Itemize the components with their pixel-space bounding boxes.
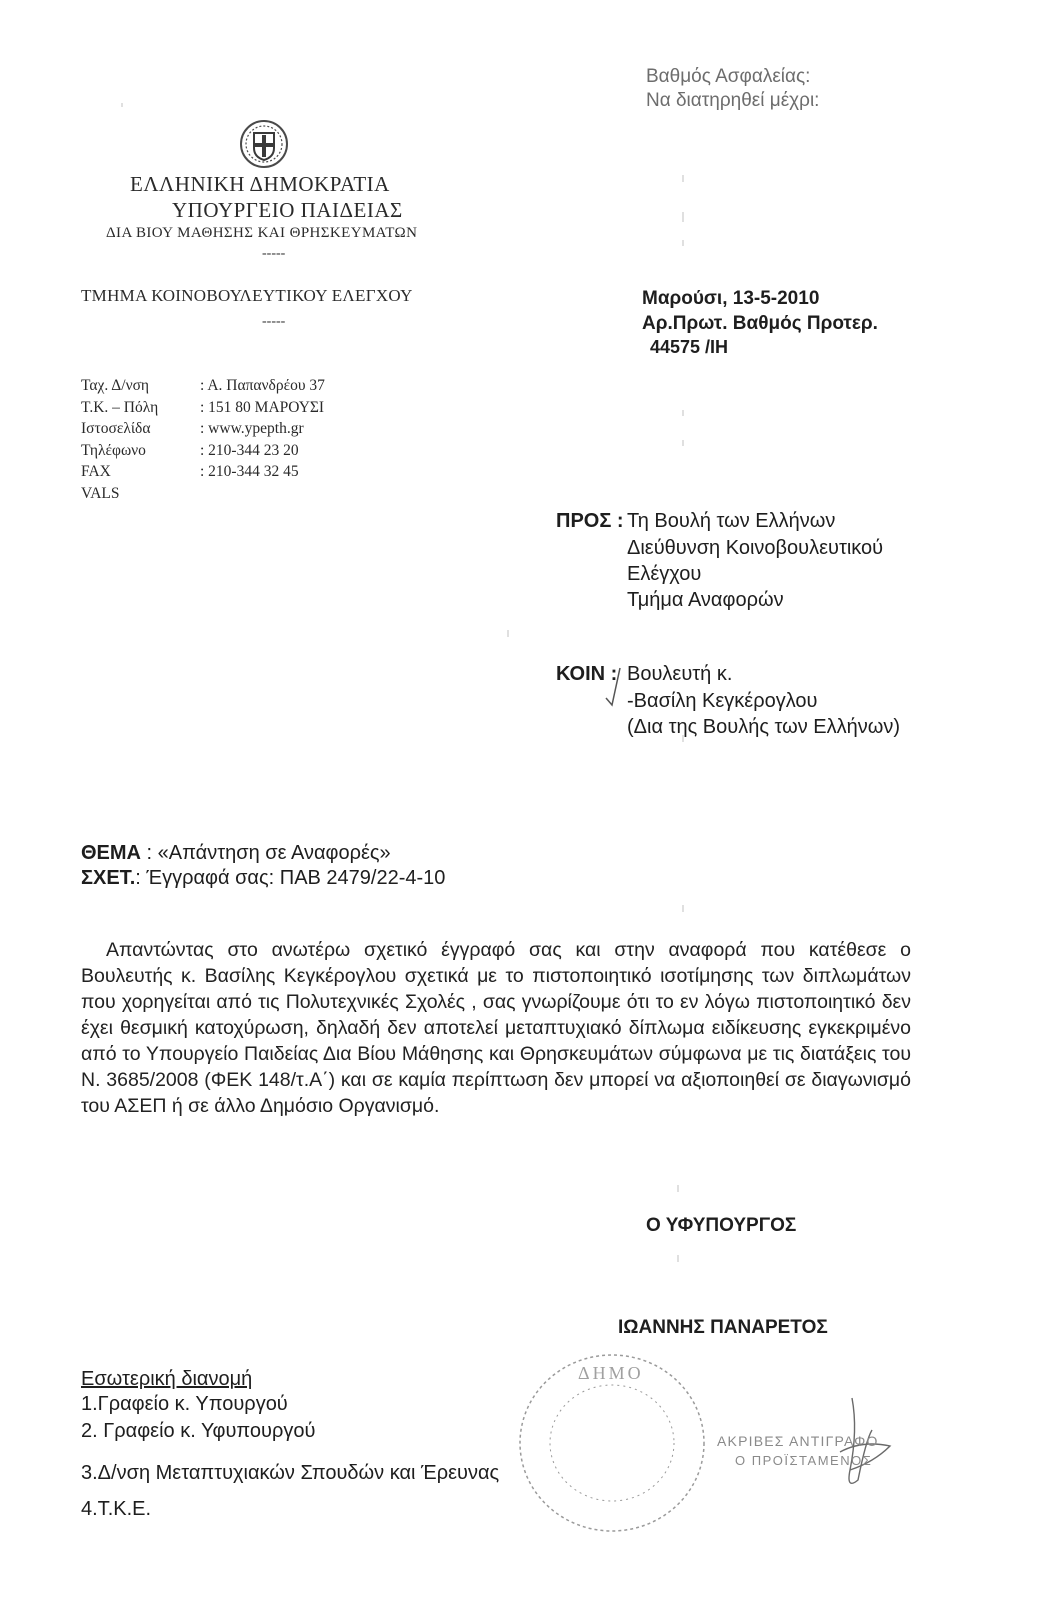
reference-text: : Έγγραφά σας: ΠΑΒ 2479/22-4-10 [135,867,446,889]
contact-row-fax [81,461,325,483]
contact-label: Ιστοσελίδα [81,420,151,437]
place-date: Μαρούσι, 13-5-2010 [642,288,820,309]
protocol-label: Αρ.Πρωτ. Βαθμός Προτερ. [642,313,878,334]
department-name: ΤΜΗΜΑ ΚΟΙΝΟΒΟΥΛΕΥΤΙΚΟΥ ΕΛΕΓΧΟΥ [81,286,413,305]
recipient-line: Διεύθυνση Κοινοβουλευτικού [627,537,884,559]
contact-label: VALS [81,484,120,502]
round-seal-stamp [520,1355,704,1531]
signatory-name: ΙΩΑΝΝΗΣ ΠΑΝΑΡΕΤΟΣ [618,1317,828,1338]
recipient-line: Τμήμα Αναφορών [627,589,784,611]
contact-value: : Α. Παπανδρέου 37 [200,377,325,394]
contact-value: : 210-344 23 20 [200,441,299,459]
ministry-subtitle: ΔΙΑ ΒΙΟΥ ΜΑΘΗΣΗΣ ΚΑΙ ΘΡΗΣΚΕΥΜΑΤΩΝ [106,225,418,241]
contact-value: : www.ypepth.gr [200,420,304,437]
signatory-title: Ο ΥΦΥΠΟΥΡΓΟΣ [646,1215,797,1236]
seal-text: ΔΗΜΟ [578,1363,644,1383]
distribution-item: 2. Γραφείο κ. Υφυπουργού [81,1420,316,1442]
contact-label: Ταχ. Δ/νση [81,377,150,394]
contact-row-phone [81,440,325,462]
letter-body: Απαντώντας στο ανωτέρω σχετικό έγγραφό σας και στην αναφορά που κατέθεσε ο Βουλευτής κ. Βασίλης Κεγκέρογλου σχετικά με το πιστοποιητικό ισοτίμησης των διπλωμάτων που χορηγείται από τις Πολυτεχνικές Σχολές , σας γνωρίζουμε ότι το εν λόγω πιστοποιητικό δεν έχει θεσμική κατοχύρωση, δηλαδή δεν αποτελεί μεταπτυχιακό δίπλωμα ειδίκευσης εγκεκριμένο από το Υπουργείο Παιδείας Δια Βίου Μάθησης και Θρησκευμάτων σύμφωνα με τις διατάξεις του Ν. 3685/2008 (ΦΕΚ 148/τ.Α΄) και σε καμία περίπτωση δεν μπορεί να αξιοποιηθεί σε διαγωνισμό του ΑΣΕΠ ή σε άλλο Δημόσιο Οργανισμό. [81,939,911,1117]
contact-row-postcode [81,397,325,419]
recipient-line: Τη Βουλή των Ελλήνων [627,510,836,532]
contact-block [81,375,325,504]
contact-row-website [81,418,325,440]
reference-label: ΣΧΕΤ. [81,867,136,889]
recipient-line: Ελέγχου [627,563,702,585]
distribution-item: 1.Γραφείο κ. Υπουργού [81,1393,288,1415]
to-label: ΠΡΟΣ : [556,510,624,532]
contact-label: Τ.Κ. – Πόλη [81,398,159,416]
contact-label: Τηλέφωνο [81,441,146,459]
subject-line [81,842,391,865]
subject-label: ΘΕΜΑ [81,842,141,864]
distribution-item: 3.Δ/νση Μεταπτυχιακών Σπουδών και Έρευνας [81,1462,500,1484]
cc-line: Βουλευτή κ. [627,663,733,685]
greek-coat-of-arms-icon [238,118,290,170]
head-of-department-stamp: Ο ΠΡΟΪΣΤΑΜΕΝΟΣ [735,1453,873,1468]
cc-label: ΚΟΙΝ : [556,663,618,685]
contact-row-address [81,375,325,397]
keep-until-label: Να διατηρηθεί μέχρι: [646,90,820,111]
contact-value: : 210-344 32 45 [200,463,299,480]
separator: ----- [262,314,286,329]
subject-text: : «Απάντηση σε Αναφορές» [141,842,391,864]
cc-line: -Βασίλη Κεγκέρογλου [627,690,818,712]
contact-label: FAX [81,463,111,480]
protocol-number: 44575 /ΙΗ [650,337,729,357]
cc-line: (Δια της Βουλής των Ελλήνων) [627,716,901,738]
security-level-label: Βαθμός Ασφαλείας: [646,66,811,87]
ministry-name: ΥΠΟΥΡΓΕΙΟ ΠΑΙΔΕΙΑΣ [172,198,403,222]
contact-value: : 151 80 ΜΑΡΟΥΣΙ [200,398,325,416]
state-name: ΕΛΛΗΝΙΚΗ ΔΗΜΟΚΡΑΤΙΑ [130,172,390,196]
distribution-item: 4.Τ.Κ.Ε. [81,1498,152,1520]
contact-row-vals [81,483,325,505]
certified-copy-stamp: ΑΚΡΙΒΕΣ ΑΝΤΙΓΡΑΦΟ [717,1433,879,1449]
distribution-heading: Εσωτερική διανομή [81,1368,253,1390]
separator: ----- [262,246,286,261]
reference-line [81,867,445,890]
